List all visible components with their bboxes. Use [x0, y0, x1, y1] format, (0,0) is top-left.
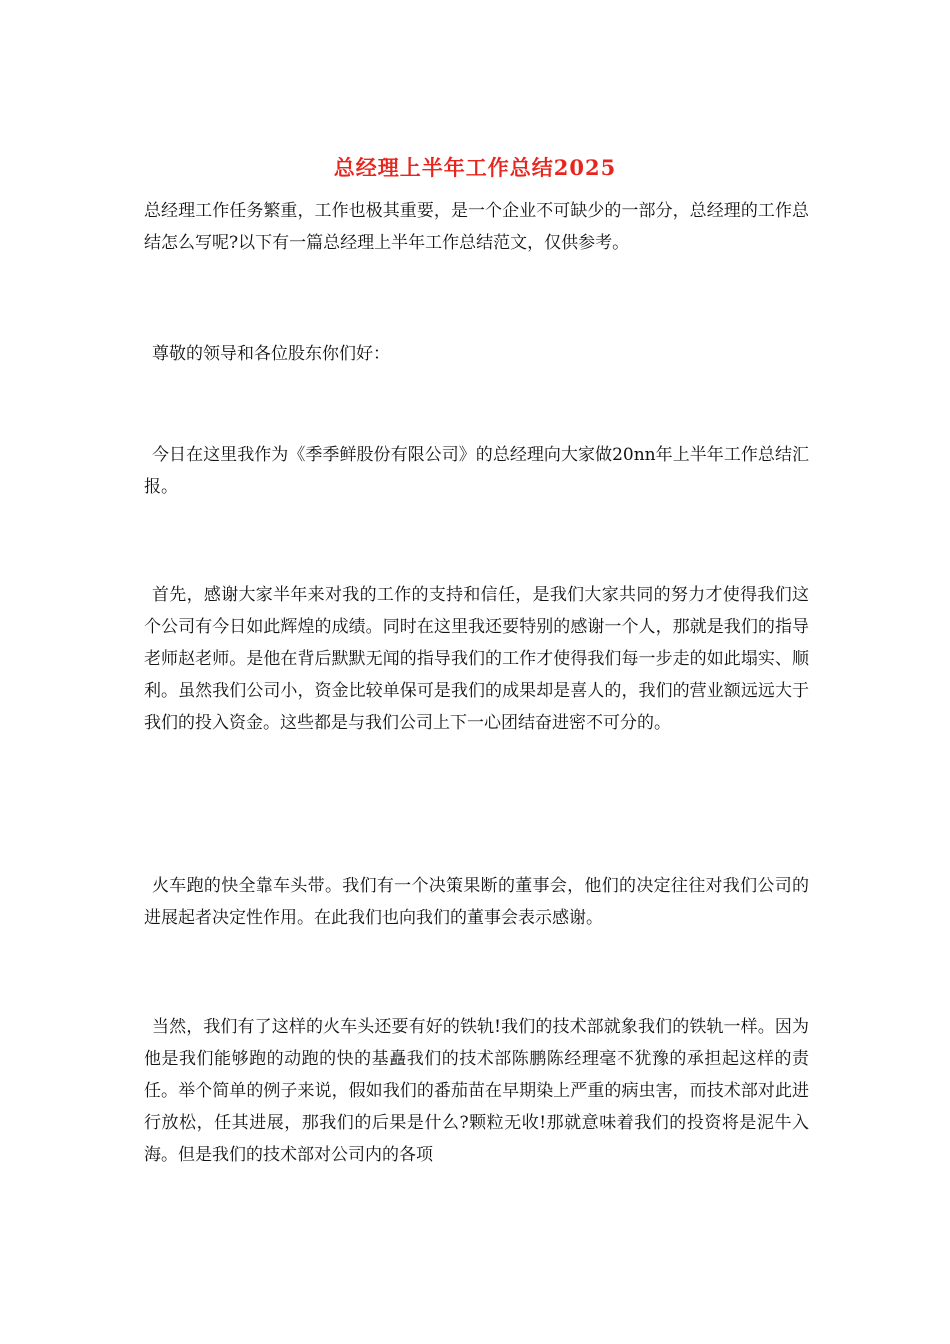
- greeting-paragraph: 尊敬的领导和各位股东你们好：: [152, 344, 390, 364]
- body-paragraph-board: 火车跑的快全靠车头带。我们有一个决策果断的董事会，他们的决定往往对我们公司的进展起者决定性作用。在此我们也向我们的董事会表示感谢。: [144, 876, 809, 928]
- body-paragraph-report: 今日在这里我作为《季季鲜股份有限公司》的总经理向大家做20nn年上半年工作总结汇报。: [144, 445, 809, 497]
- body-paragraph-thanks: 首先，感谢大家半年来对我的工作的支持和信任，是我们大家共同的努力才使得我们这个公司有今日如此辉煌的成绩。同时在这里我还要特别的感谢一个人，那就是我们的指导老师赵老师。是他在背后默默无闻的指导我们的工作才使得我们每一步走的如此塌实、顺利。虽然我们公司小，资金比较单保可是我们的成果却是喜人的，我们的营业额远远大于我们的投入资金。这些都是与我们公司上下一心团结奋进密不可分的。: [144, 585, 809, 733]
- body-paragraph-tech-dept: 当然，我们有了这样的火车头还要有好的铁轨!我们的技术部就象我们的铁轨一样。因为他是我们能够跑的动跑的快的基矗我们的技术部陈鹏陈经理毫不犹豫的承担起这样的责任。举个简单的例子来说，假如我们的番茄苗在早期染上严重的病虫害，而技术部对此进行放松，任其进展，那我们的后果是什么?颗粒无收!那就意味着我们的投资将是泥牛入海。但是我们的技术部对公司内的各项: [144, 1017, 809, 1165]
- intro-paragraph: 总经理工作任务繁重，工作也极其重要，是一个企业不可缺少的一部分，总经理的工作总结怎么写呢?以下有一篇总经理上半年工作总结范文，仅供参考。: [144, 201, 809, 253]
- document-title: 总经理上半年工作总结2025: [333, 155, 617, 180]
